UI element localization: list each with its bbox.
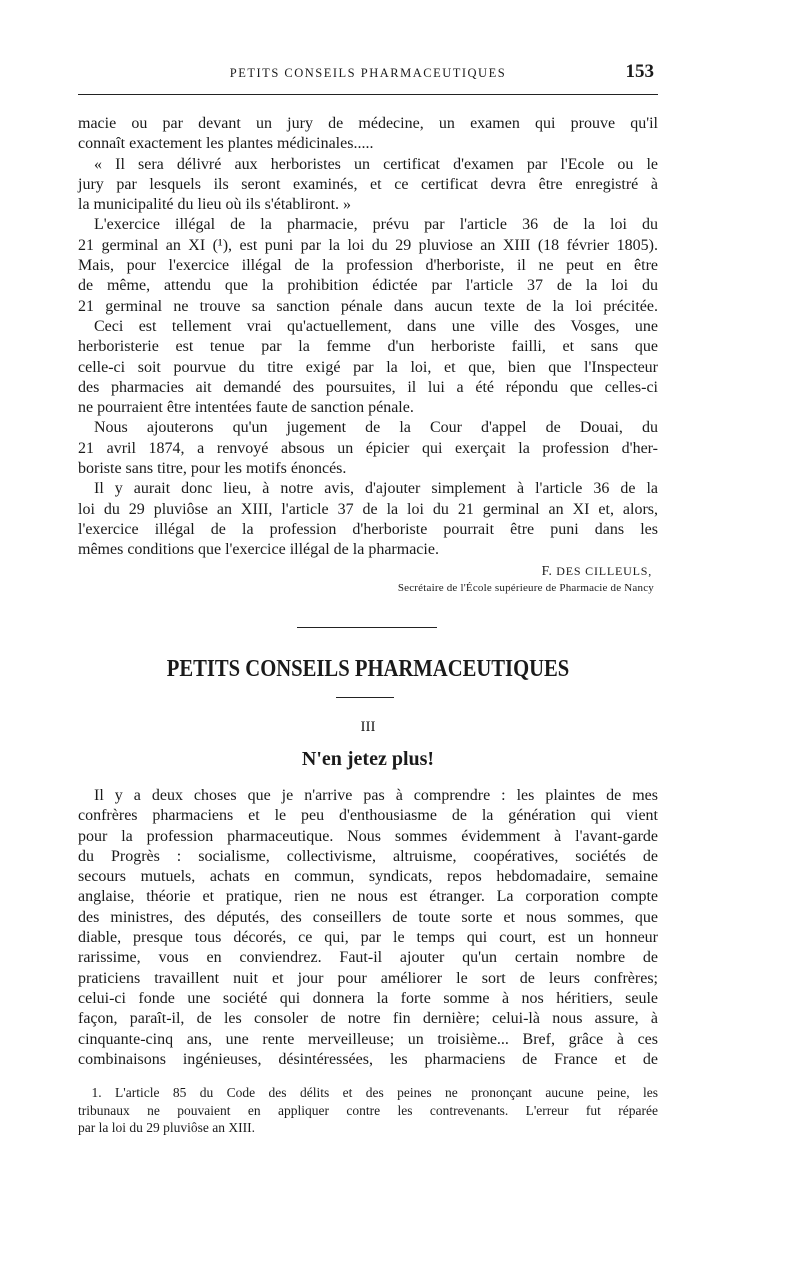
signature-initial: F. xyxy=(541,563,553,578)
text-line: praticiens travaillent nuit et jour pour améliorer le sort de leurs confrères; xyxy=(78,969,658,987)
signature xyxy=(542,563,652,579)
continued-text xyxy=(78,114,658,561)
text-line: mêmes conditions que l'exercice illégal de la pharmacie. xyxy=(78,541,439,559)
text-line: herboristerie est tenue par la femme d'un herboriste failli, et sans que xyxy=(78,338,658,356)
footnote-line: 1. L'article 85 du Code des délits et des peines ne prononçant aucune peine, les xyxy=(91,1085,658,1100)
text-line: « Il sera délivré aux herboristes un certificat d'examen par l'Ecole ou le xyxy=(94,155,658,173)
text-line: connaît exactement les plantes médicinales..... xyxy=(78,135,374,153)
text-line: Mais, pour l'exercice illégal de la profession d'herboriste, il ne peut en être xyxy=(78,257,658,275)
section-number: III xyxy=(360,719,376,735)
text-line: la municipalité du lieu où ils s'établiront. » xyxy=(78,196,352,214)
footnote-line: par la loi du 29 pluviôse an XIII. xyxy=(78,1120,255,1135)
text-line: macie ou par devant un jury de médecine, un examen qui prouve qu'il xyxy=(78,115,658,132)
text-line: boriste sans titre, pour les motifs énoncés. xyxy=(78,460,347,478)
text-line: Ceci est tellement vrai qu'actuellement, dans une ville des Vosges, une xyxy=(94,317,658,335)
text-line: secours mutuels, achats en commun, syndicats, repos hebdomadaire, semaine xyxy=(78,868,658,886)
text-line: Il y a deux choses que je n'arrive pas à comprendre : les plaintes de mes xyxy=(94,787,658,804)
text-line: diable, presque tous décorés, ce qui, par le temps qui court, est un honneur xyxy=(78,929,658,947)
text-line: ne pourraient être intentées faute de sanction pénale. xyxy=(78,399,414,417)
footnote-line: tribunaux ne pouvaient en appliquer contre les contrevenants. L'erreur fut réparée xyxy=(78,1102,658,1118)
text-line: pour la profession pharmaceutique. Nous sommes évidemment à l'avant-garde xyxy=(78,827,658,845)
title-underline xyxy=(336,697,394,698)
article-body xyxy=(78,786,658,1070)
text-line: de même, attendu que la prohibition édictée par l'article 37 de la loi du xyxy=(78,277,658,295)
text-line: rarissime, vous en conviendrez. Faut-il ajouter qu'un certain nombre de xyxy=(78,949,658,967)
text-line: anglaise, théorie et pratique, rien ne nous est étranger. La corporation compte xyxy=(78,888,658,906)
text-line: 21 germinal an XI (¹), est puni par la loi du 29 pluviose an XIII (18 février 1805). xyxy=(78,236,658,254)
text-line: confrères pharmaciens et le peu d'enthousiasme de la génération qui vient xyxy=(78,807,658,825)
text-line: celui-ci fonde une société qui donnera la forte somme à nos héritiers, seule xyxy=(78,989,658,1007)
text-line: jury par lesquels ils seront examinés, et ce certificat devra être enregistré à xyxy=(78,175,658,193)
text-line: cinquante-cinq ans, une rente merveilleuse; un troisième... Bref, grâce à ces xyxy=(78,1030,658,1048)
text-line: Nous ajouterons qu'un jugement de la Cour d'appel de Douai, du xyxy=(94,419,658,437)
text-line: façon, paraît-il, de les consoler de notre fin dernière; celui-là nous assure, à xyxy=(78,1010,658,1028)
signature-role: Secrétaire de l'École supérieure de Pharmacie de Nancy xyxy=(397,582,654,594)
text-line: des pharmacies ait demandé des poursuites, il lui a été répondu que celles-ci xyxy=(78,378,658,396)
text-line: 21 germinal ne trouve sa sanction pénale dans aucun texte de la loi précitée. xyxy=(78,297,658,315)
running-title: PETITS CONSEILS PHARMACEUTIQUES xyxy=(229,66,507,80)
text-line: Il y aurait donc lieu, à notre avis, d'ajouter simplement à l'article 36 de la xyxy=(94,480,658,498)
running-header xyxy=(78,58,658,95)
section-divider xyxy=(297,627,437,628)
text-line: celle-ci soit pourvue du titre exigé par la loi, et que, bien que l'Inspecteur xyxy=(78,358,658,376)
text-line: du Progrès : socialisme, collectivisme, altruisme, coopératives, sociétés de xyxy=(78,847,658,865)
text-line: l'exercice illégal de la profession d'herboriste pourrait être puni dans les xyxy=(78,520,658,538)
article-subtitle: N'en jetez plus! xyxy=(301,748,435,770)
signature-name: DES CILLEULS, xyxy=(556,564,652,578)
text-line: L'exercice illégal de la pharmacie, prévu par l'article 36 de la loi du xyxy=(94,216,658,234)
text-line: loi du 29 pluviôse an XIII, l'article 37 de la loi du 21 germinal an XI et, alors, xyxy=(78,500,658,518)
page-number: 153 xyxy=(625,61,654,82)
text-line: combinaisons ingénieuses, désintéressées, les pharmaciens de France et de xyxy=(78,1050,658,1068)
text-line: des ministres, des députés, des conseillers de toute sorte et nous sommes, que xyxy=(78,908,658,926)
footnote xyxy=(78,1084,658,1137)
article-title: PETITS CONSEILS PHARMACEUTIQUES xyxy=(166,656,570,682)
text-line: 21 avril 1874, a renvoyé absous un épicier qui exerçait la profession d'her- xyxy=(78,439,658,457)
